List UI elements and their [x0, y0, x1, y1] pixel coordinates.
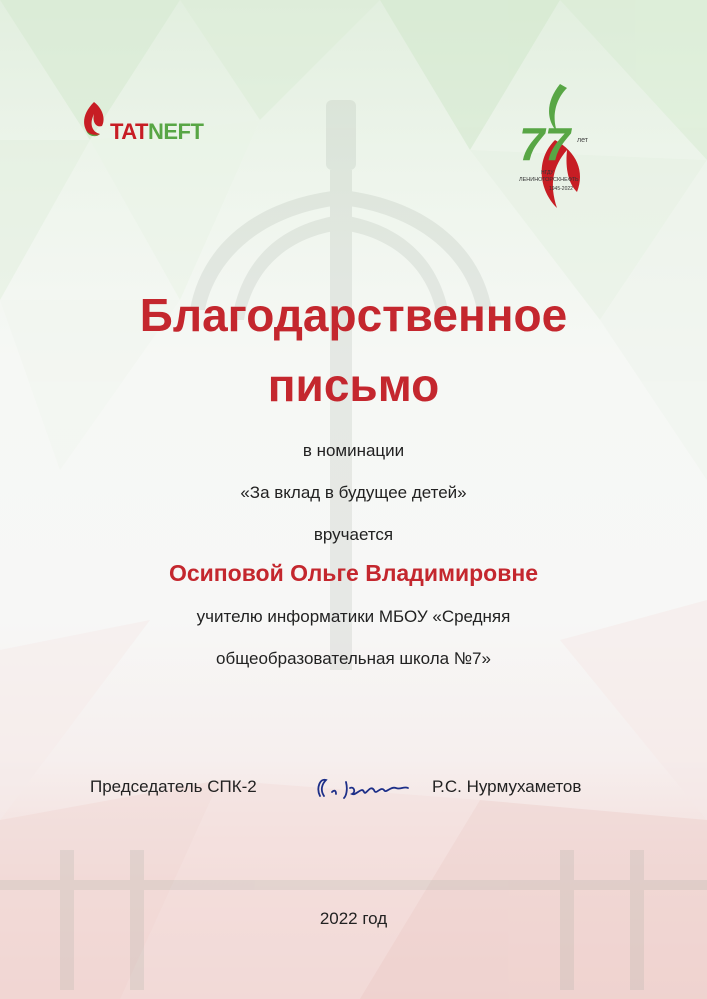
svg-text:1945-2022: 1945-2022	[549, 186, 573, 192]
certificate-year: 2022 год	[319, 909, 388, 928]
anniversary-logo	[505, 80, 605, 215]
certificate-title-line2: письмо	[267, 359, 440, 411]
tatneft-logo	[80, 100, 240, 146]
certificate-title-line1: Благодарственное	[139, 289, 568, 341]
signatory-title: Председатель СПК-2	[90, 777, 257, 796]
recipient-position-line1: учителю информатики МБОУ «Средняя	[196, 607, 511, 626]
awarded-label: вручается	[313, 525, 394, 544]
svg-text:лет: лет	[577, 137, 588, 144]
svg-text:77: 77	[519, 118, 571, 170]
anniversary-77-icon	[505, 80, 605, 215]
recipient-position-line2: общеобразовательная школа №7»	[216, 649, 491, 668]
tatneft-wordmark: TATNEFT	[110, 119, 204, 144]
nomination-intro: в номинации	[302, 441, 405, 460]
handwritten-signature	[312, 770, 412, 804]
signatory-name: Р.С. Нурмухаметов	[432, 777, 582, 796]
nomination-name: «За вклад в будущее детей»	[240, 483, 467, 502]
recipient-name: Осиповой Ольге Владимировне	[168, 560, 539, 586]
svg-text:НГДУ: НГДУ	[541, 170, 554, 176]
tatneft-flame-icon	[80, 100, 106, 140]
svg-text:ЛЕНИНОГОРСКНЕФТЬ: ЛЕНИНОГОРСКНЕФТЬ	[519, 177, 579, 183]
